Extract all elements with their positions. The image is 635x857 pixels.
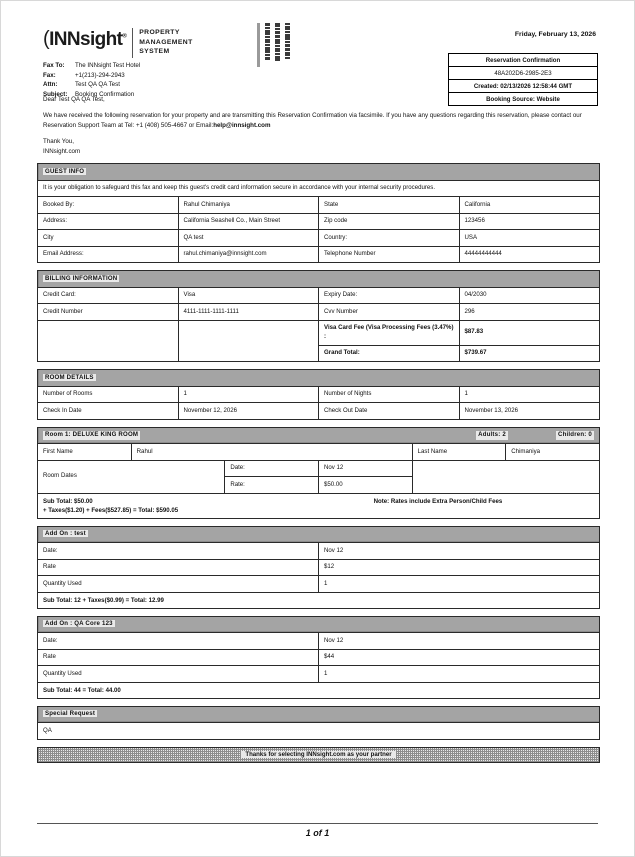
addon-1-title: Add On : test	[45, 530, 86, 538]
letter-signature: INNsight.com	[43, 147, 81, 155]
letter-text: We have received the following reservation for your property and are transmitting this Reservation Confirmation via facsimile. If you have any questions regarding this reservation, please contact our Reservation Support Team at Tel: +1 (408) 505-4667 or Email:	[43, 112, 582, 129]
cvv-label: Cvv Number	[319, 304, 460, 321]
room-rate-value: $50.00	[318, 477, 412, 494]
credit-number-label: Credit Number	[38, 304, 179, 321]
logo-wordmark	[43, 29, 126, 49]
fax-number-line	[43, 71, 140, 81]
guest-info-section	[37, 163, 600, 263]
email-value: rahul.chimaniya@innsight.com	[178, 246, 319, 263]
registered-mark-icon: ®	[122, 33, 127, 40]
addon-2-rate-value: $44	[319, 649, 600, 666]
room-1-note: Note: Rates include Extra Person/Child Fees	[373, 497, 503, 505]
first-name-value: Rahul	[131, 444, 412, 461]
subject-value: Booking Confirmation	[75, 90, 135, 98]
zip-value: 123456	[459, 213, 600, 230]
credit-card-value: Visa	[178, 287, 319, 304]
barcode-bar-plain	[257, 23, 260, 67]
attn-line	[43, 80, 140, 90]
logo-subtitle-line-2: MANAGEMENT	[139, 38, 193, 46]
innsight-logo	[43, 27, 193, 57]
barcode-column-3	[285, 23, 290, 59]
room-rate-label: Rate:	[225, 477, 319, 494]
addon-1-table	[37, 526, 600, 593]
room-1-adults: Adults: 2	[478, 431, 506, 439]
addon-2-date-label: Date:	[38, 633, 319, 650]
room-details-title: ROOM DETAILS	[45, 373, 94, 381]
logo-text: INNsight	[49, 29, 123, 50]
telephone-value: 44444444444	[459, 246, 600, 263]
number-of-rooms-label: Number of Rooms	[38, 386, 179, 403]
check-in-date-label: Check In Date	[38, 403, 179, 420]
addon-2-rate-label: Rate	[38, 649, 319, 666]
room-1-section	[37, 427, 600, 519]
room-1-taxes-line: + Taxes($1.20) + Fees($527.85) = Total: $590.05	[43, 506, 179, 514]
check-out-date-value: November 13, 2026	[459, 403, 600, 420]
addon-1-sub-total: Sub Total: 12 + Taxes($0.99) = Total: 12.99	[43, 596, 164, 604]
special-request-value: QA	[38, 723, 600, 740]
email-label: Email Address:	[38, 246, 179, 263]
billing-information-section	[37, 270, 600, 362]
logo-subtitle-line-3: SYSTEM	[139, 48, 170, 55]
special-request-header	[38, 706, 600, 723]
addon-2-quantity-label: Quantity Used	[38, 666, 319, 683]
first-name-label: First Name	[38, 444, 132, 461]
state-label: State	[319, 197, 460, 214]
state-value: California	[459, 197, 600, 214]
billing-title: BILLING INFORMATION	[45, 274, 118, 282]
confirmation-number: 48A202D6-2985-2E3	[449, 67, 598, 80]
barcode-graphic	[257, 23, 290, 67]
room-1-title: Room 1: DELUXE KING ROOM	[45, 431, 139, 439]
booked-by-value: Rahul Chimaniya	[178, 197, 319, 214]
letter-paragraph	[43, 111, 600, 130]
document-sheet	[37, 17, 600, 763]
last-name-value: Chimaniya	[506, 444, 600, 461]
room-1-sub-total: Sub Total: $50.00	[43, 497, 93, 505]
attn-value: Test QA QA Test	[75, 81, 120, 89]
addon-2-title: Add On : QA Core 123	[45, 620, 113, 628]
expiry-date-value: 04/2030	[459, 287, 600, 304]
billing-spacer-mid	[178, 320, 319, 362]
addon-1-rate-label: Rate	[38, 559, 319, 576]
addon-2-header	[38, 616, 600, 633]
guest-info-header	[38, 164, 600, 181]
addon-2-sub-total: Sub Total: 44 = Total: 44.00	[43, 686, 121, 694]
city-value: QA test	[178, 230, 319, 247]
city-label: City	[38, 230, 179, 247]
reservation-confirmation-box	[448, 53, 598, 106]
addon-2-subtotal-strip	[37, 683, 600, 699]
logo-paren: (	[43, 28, 50, 50]
fax-value: +1(213)-294-2943	[75, 71, 125, 79]
page-number-footer: 1 of 1	[37, 823, 598, 838]
number-of-rooms-value: 1	[178, 386, 319, 403]
room-1-subtotal-strip	[37, 494, 600, 519]
special-request-section	[37, 706, 600, 740]
logo-subtitle	[139, 27, 192, 57]
addon-1-section	[37, 526, 600, 609]
credit-number-value: 4111-1111-1111-1111	[178, 304, 319, 321]
fax-to-label: Fax To:	[43, 62, 65, 69]
addon-2-date-value: Nov 12	[319, 633, 600, 650]
letter-thanks: Thank You,	[43, 138, 74, 146]
telephone-label: Telephone Number	[319, 246, 460, 263]
confirmation-title: Reservation Confirmation	[449, 54, 598, 67]
guest-info-table	[37, 163, 600, 263]
addon-2-section	[37, 616, 600, 699]
special-request-table	[37, 706, 600, 740]
grand-total-label: Grand Total:	[319, 345, 460, 362]
fax-header-lines	[43, 61, 140, 99]
addon-1-date-value: Nov 12	[319, 543, 600, 560]
credit-card-label: Credit Card:	[38, 287, 179, 304]
room-1-header	[38, 427, 600, 444]
card-fee-value: $87.83	[459, 320, 600, 345]
room-date-label: Date:	[225, 460, 319, 477]
number-of-nights-label: Number of Nights	[319, 386, 460, 403]
country-value: USA	[459, 230, 600, 247]
confirmation-source: Booking Source: Website	[449, 93, 598, 106]
guest-info-notice: It is your obligation to safeguard this fax and keep this guest's credit card information secure in accordance with your internal security procedures.	[38, 180, 600, 197]
addon-2-quantity-value: 1	[319, 666, 600, 683]
document-date: Friday, February 13, 2026	[514, 31, 596, 38]
billing-spacer-left	[38, 320, 179, 362]
addon-1-quantity-value: 1	[319, 576, 600, 593]
country-label: Country:	[319, 230, 460, 247]
fax-to-line	[43, 61, 140, 71]
check-in-date-value: November 12, 2026	[178, 403, 319, 420]
addon-1-date-label: Date:	[38, 543, 319, 560]
check-out-date-label: Check Out Date	[319, 403, 460, 420]
support-email: help@innsight.com	[213, 121, 271, 129]
logo-divider	[132, 28, 133, 58]
special-request-title: Special Request	[45, 710, 96, 718]
attn-label: Attn:	[43, 81, 58, 89]
room-dates-label: Room Dates	[38, 460, 225, 493]
fax-to-value: The INNsight Test Hotel	[75, 62, 141, 69]
letter-salutation: Dear Test QA QA Test,	[43, 96, 105, 103]
addon-2-table	[37, 616, 600, 683]
addon-1-subtotal-strip	[37, 593, 600, 609]
card-fee-label: Visa Card Fee (Visa Processing Fees (3.47%) :	[319, 320, 460, 345]
partner-banner-text: Thanks for selecting INNsight.com as your partner	[241, 751, 395, 758]
cvv-value: 296	[459, 304, 600, 321]
partner-banner	[37, 747, 600, 763]
addon-1-rate-value: $12	[319, 559, 600, 576]
booked-by-label: Booked By:	[38, 197, 179, 214]
fax-label: Fax:	[43, 71, 56, 79]
billing-header	[38, 271, 600, 288]
number-of-nights-value: 1	[459, 386, 600, 403]
address-label: Address:	[38, 213, 179, 230]
room-details-header	[38, 370, 600, 387]
barcode-column-2	[275, 23, 280, 61]
room-details-section	[37, 369, 600, 420]
grand-total-value: $739.67	[459, 345, 600, 362]
room-dates-spacer	[412, 460, 599, 493]
addon-1-quantity-label: Quantity Used	[38, 576, 319, 593]
zip-label: Zip code	[319, 213, 460, 230]
expiry-date-label: Expiry Date:	[319, 287, 460, 304]
confirmation-created: Created: 02/13/2026 12:58:44 GMT	[449, 80, 598, 93]
subject-label: Subject:	[43, 90, 68, 98]
room-details-table	[37, 369, 600, 420]
logo-subtitle-line-1: PROPERTY	[139, 29, 180, 36]
room-1-children: Children: 0	[557, 431, 592, 439]
addon-1-header	[38, 526, 600, 543]
subject-line	[43, 90, 140, 100]
address-value: California Seashell Co., Main Street	[178, 213, 319, 230]
billing-table	[37, 270, 600, 362]
guest-info-title: GUEST INFO	[45, 167, 85, 175]
room-date-value: Nov 12	[318, 460, 412, 477]
room-1-table	[37, 427, 600, 494]
last-name-label: Last Name	[412, 444, 506, 461]
barcode-column-1	[265, 23, 270, 60]
